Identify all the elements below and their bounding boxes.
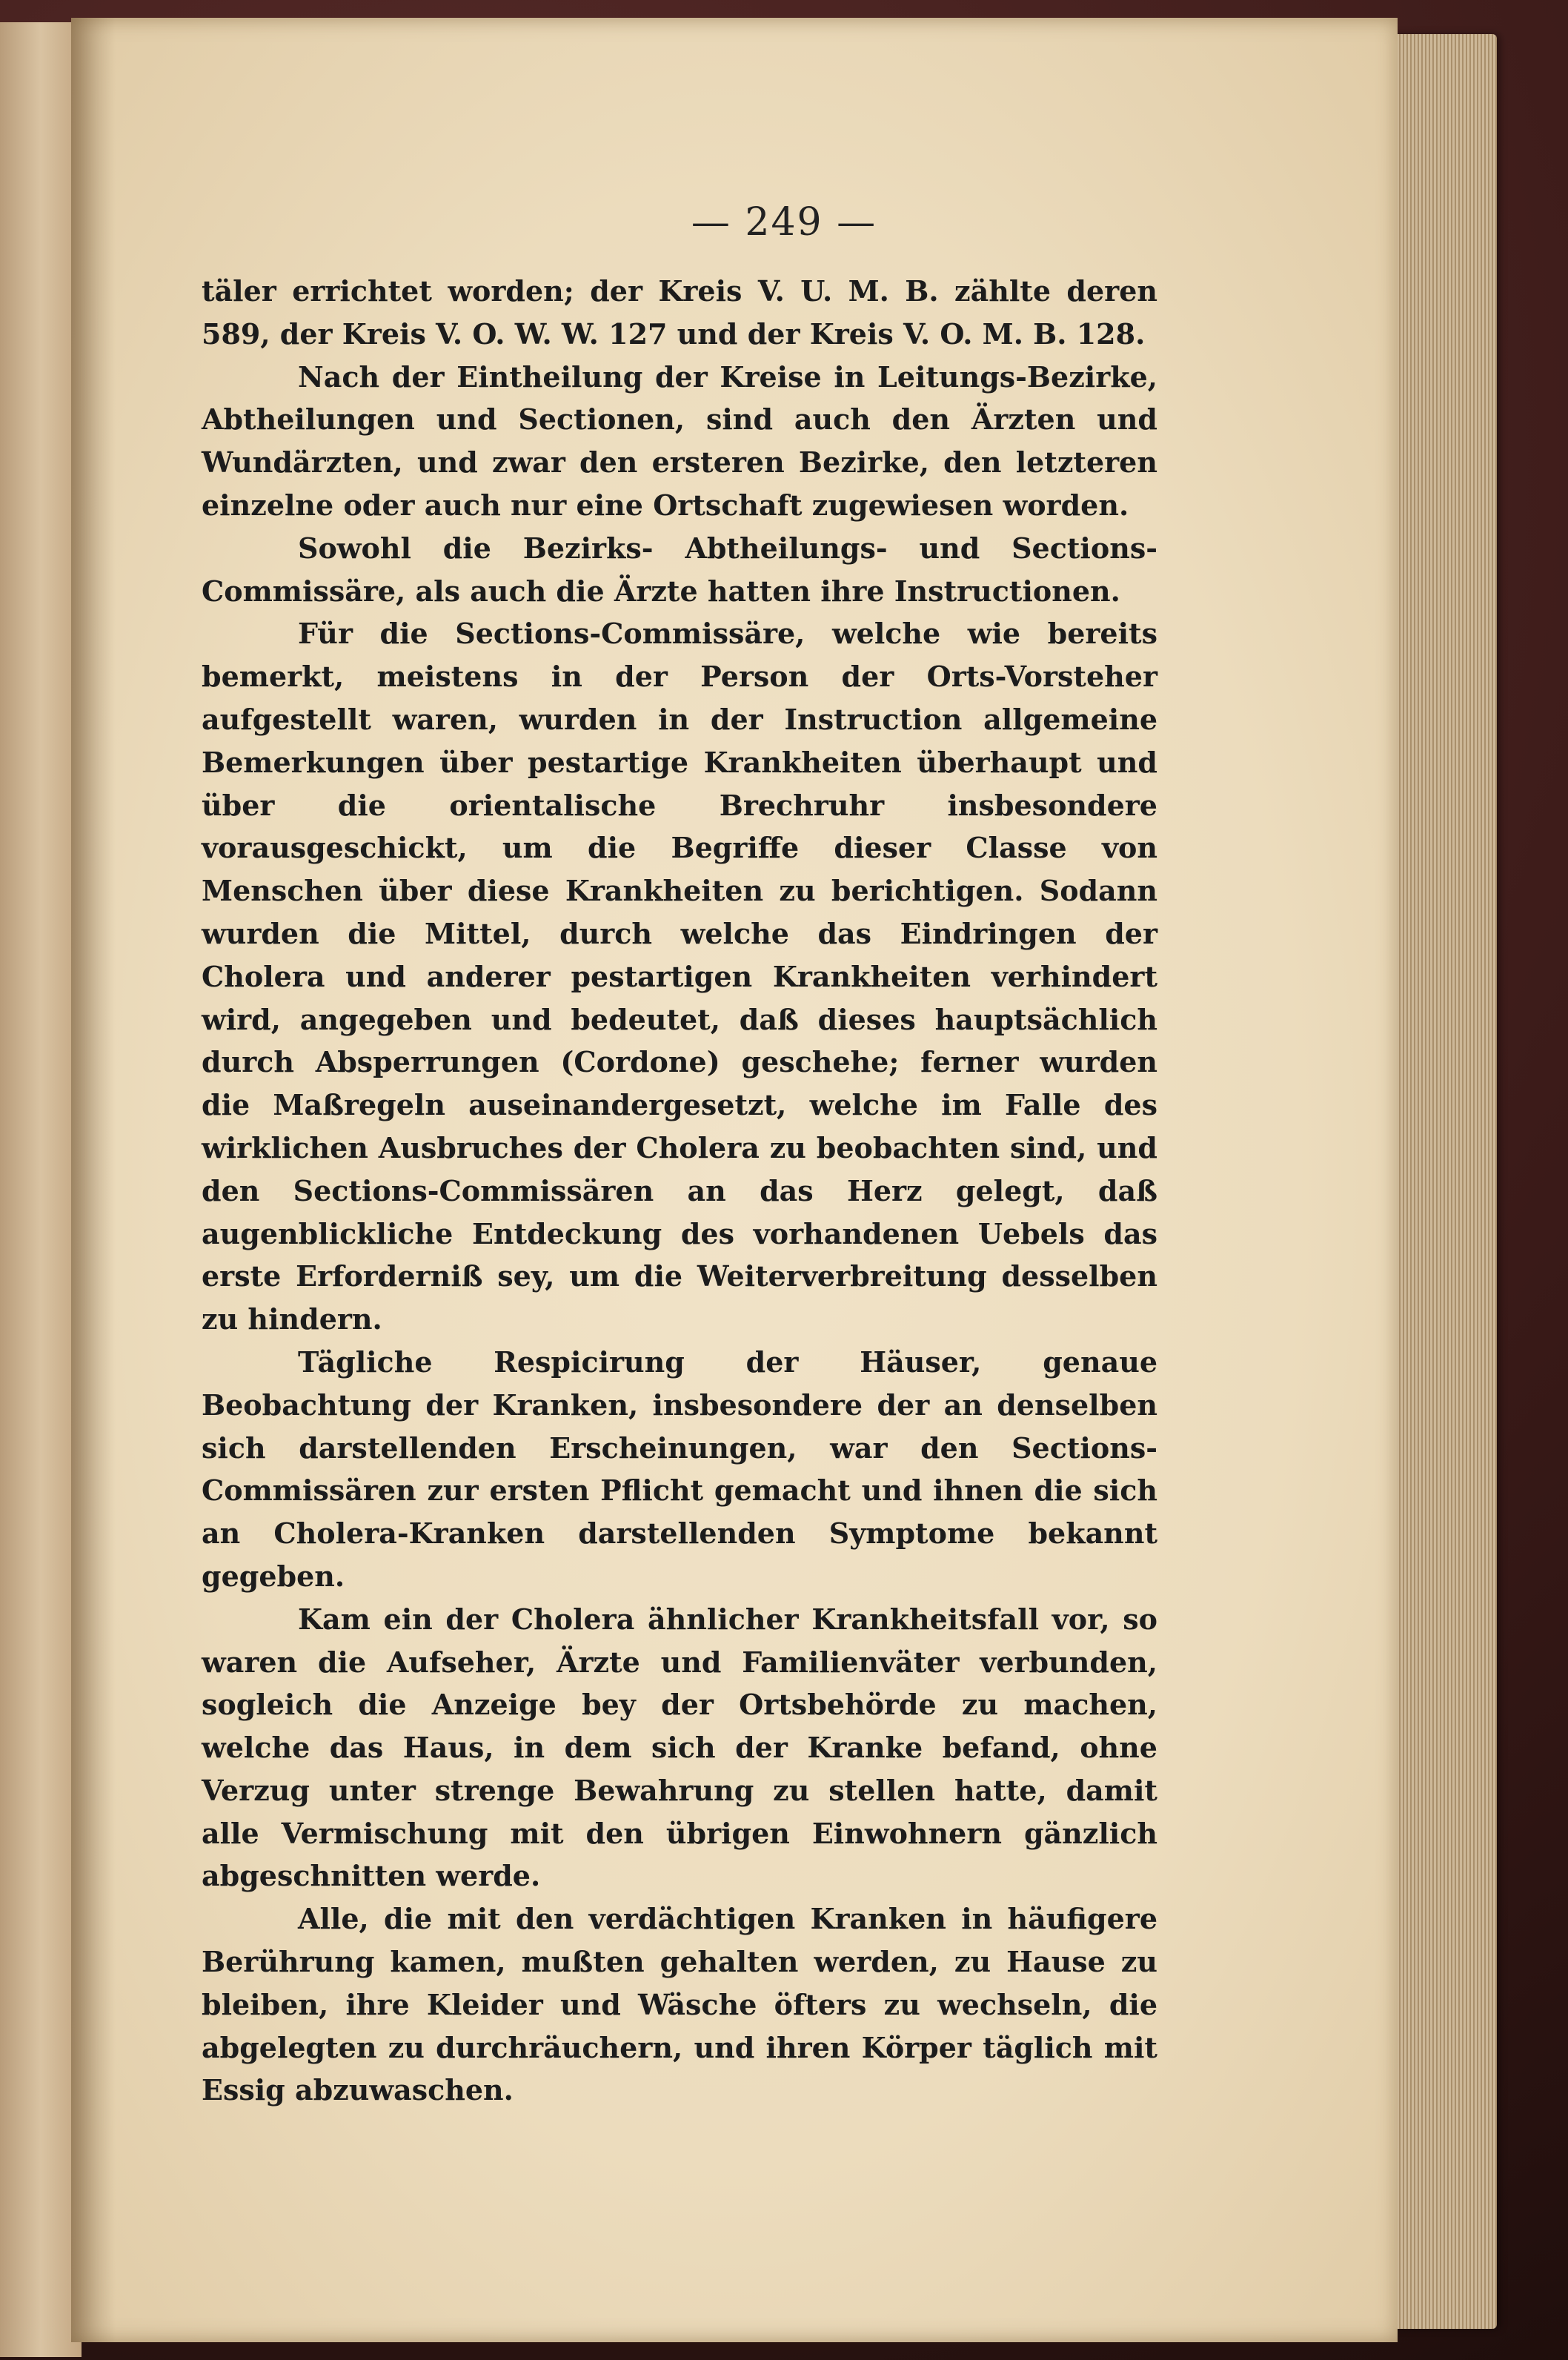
body-text [202, 270, 1157, 2112]
paragraph-4: Für die Sections-Commissäre, welche wie bereits bemerkt, meistens in der Person der Orts-Vorsteher aufgestellt waren, wurden in der Instruction allgemeine Bemerkungen über pestartige Krankheiten überhaupt und über die orientalische Brechruhr insbesondere vorausgeschickt, um die Begriffe dieser Classe von Menschen über diese Krankheiten zu berichtigen. Sodann wurden die Mittel, durch welche das Eindringen der Cholera und anderer pestartigen Krankheiten verhindert wird, angegeben und bedeutet, daß dieses hauptsächlich durch Absperrungen (Cordone) geschehe; ferner wurden die Maßregeln auseinandergesetzt, welche im Falle des wirklichen Ausbruches der Cholera zu beobachten sind, und den Sections-Commissären an das Herz gelegt, daß augenblickliche Entdeckung des vorhandenen Uebels das erste Erforderniß sey, um die Weiterverbreitung desselben zu hindern. [202, 617, 1157, 1336]
paragraph-2: Nach der Eintheilung der Kreise in Leitungs-Bezirke, Abtheilungen und Sectionen, sind auch den Ärzten und Wundärzten, und zwar den ersteren Bezirke, den letzteren einzelne oder auch nur eine Ortschaft zugewiesen worden. [202, 359, 1157, 522]
spine-shadow [71, 18, 116, 2342]
paragraph-7: Alle, die mit den verdächtigen Kranken in häufigere Berührung kamen, mußten gehalten werden, zu Hause zu bleiben, ihre Kleider und Wäsche öfters zu wechseln, die abgelegten zu durchräuchern, und ihren Körper täglich mit Essig abzuwaschen. [202, 1902, 1157, 2107]
left-page-edge [0, 22, 82, 2357]
paragraph-6: Kam ein der Cholera ähnlicher Krankheitsfall vor, so waren die Aufseher, Ärzte und Familienväter verbunden, sogleich die Anzeige bey der Ortsbehörde zu machen, welche das Haus, in dem sich der Kranke befand, ohne Verzug unter strenge Bewahrung zu stellen hatte, damit alle Vermischung mit den übrigen Einwohnern gänzlich abgeschnitten werde. [202, 1602, 1157, 1893]
paragraph-5: Tägliche Respicirung der Häuser, genaue Beobachtung der Kranken, insbesondere der an denselben sich darstellenden Erscheinungen, war den Sections-Commissären zur ersten Pflicht gemacht und ihnen die sich an Cholera-Kranken darstellenden Symptome bekannt gegeben. [202, 1345, 1157, 1593]
paragraph-1: täler errichtet worden; der Kreis V. U. M. B. zählte deren 589, der Kreis V. O. W. W. 127 und der Kreis V. O. M. B. 128. [202, 274, 1157, 351]
paragraph-3: Sowohl die Bezirks- Abtheilungs- und Sections-Commissäre, als auch die Ärzte hatten ihre Instructionen. [202, 531, 1157, 608]
page-edges [1386, 34, 1497, 2329]
page-number: — 249 — [691, 200, 877, 245]
